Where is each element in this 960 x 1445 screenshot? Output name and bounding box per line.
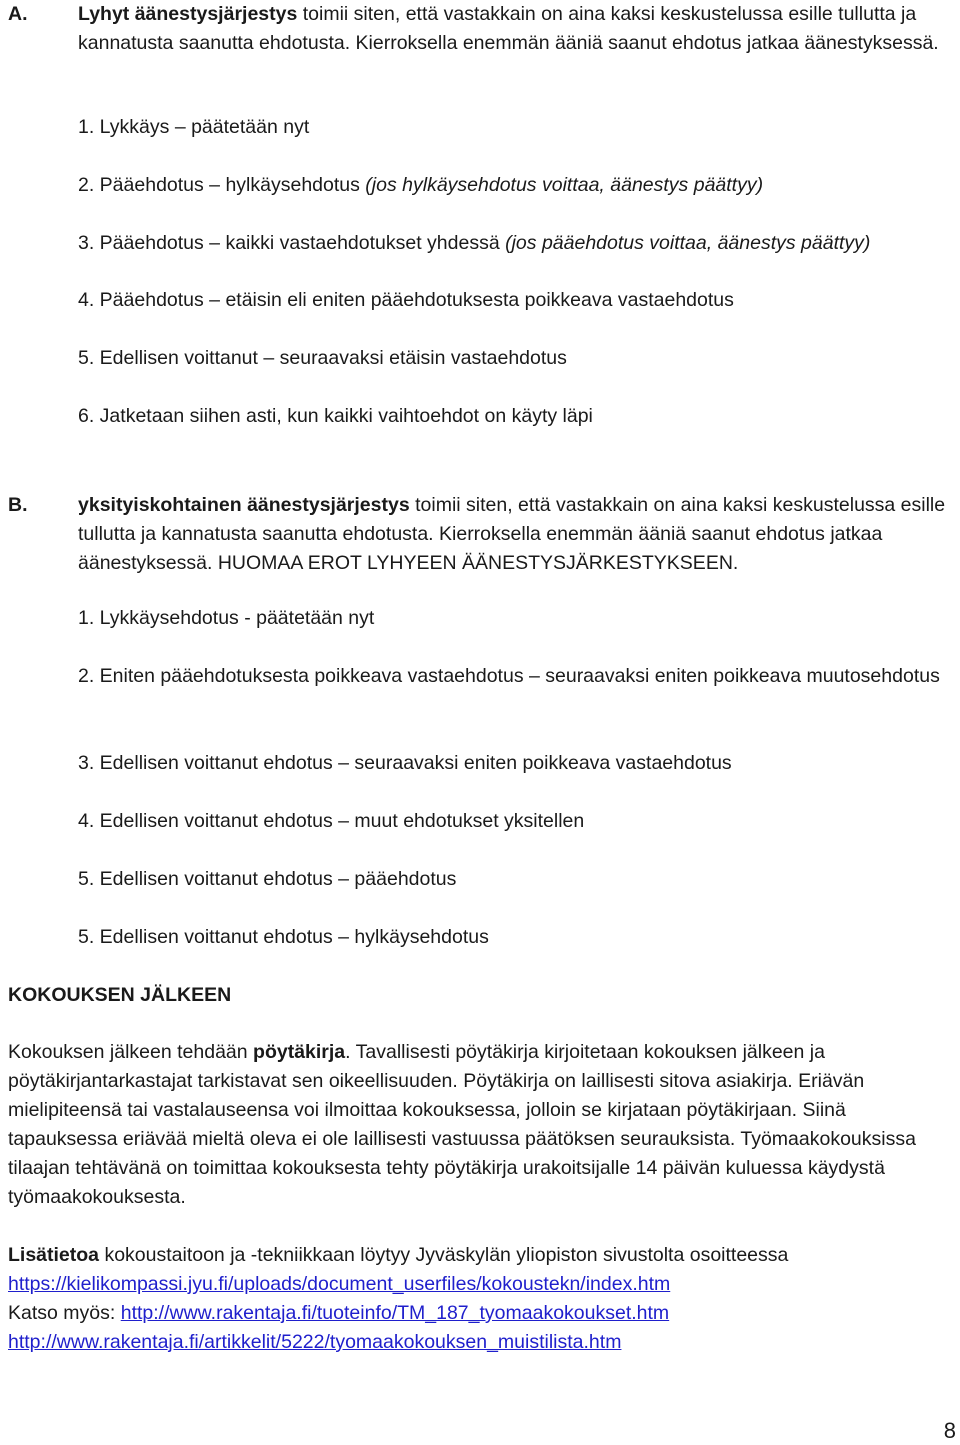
page-number: 8: [943, 1418, 956, 1443]
list-item-a5-text: 5. Edellisen voittanut – seuraavaksi etäisin vastaehdotus: [78, 347, 567, 369]
section-b-term: yksityiskohtainen äänestysjärjestys: [78, 494, 410, 516]
list-item-b4: 4. Edellisen voittanut ehdotus – muut ehdotukset yksitellen: [78, 810, 585, 832]
section-b-text: toimii siten, että vastakkain on aina kaksi keskustelussa esille tullutta ja kannatusta saanutta ehdotusta. Kierroksella enemmän ääniä saanut ehdotus jatkaa äänestyksessä. HUOMAA EROT LYHYEEN ÄÄNESTYSJÄRKESTYKSEEN.: [78, 494, 946, 574]
list-item-a6: [78, 402, 948, 431]
more-info-block: [8, 1241, 952, 1357]
paragraph-rest: . Tavallisesti pöytäkirja kirjoitetaan kokouksen jälkeen ja pöytäkirjantarkastajat tarkistavat sen oikeellisuuden. Pöytäkirja on laillisesti sitova asiakirja. Eriävän mielipiteensä tai vastalauseensa voi ilmoittaa kokouksessa, jolloin se kirjataan pöytäkirjaan. Siinä tapauksessa eriävää mieltä oleva ei ole laillisesti vastuussa päätöksen seurauksista. Työmaakokouksissa tilaajan tehtävänä on toimittaa kokouksesta tehty pöytäkirja urakoitsijalle 14 päivän kuluessa käydystä työmaakokouksesta.: [8, 1041, 916, 1208]
section-a: [8, 0, 948, 58]
section-a-letter: A.: [8, 3, 28, 25]
more-info-line: [8, 1241, 952, 1270]
link-line-3: [8, 1328, 952, 1357]
list-item-a4: [78, 286, 948, 315]
list-item-a5: [78, 344, 948, 373]
link-line-1: [8, 1270, 952, 1299]
section-a-term: Lyhyt äänestysjärjestys: [78, 3, 298, 25]
list-item-a2-note: (jos hylkäysehdotus voittaa, äänestys päättyy): [365, 174, 764, 196]
link-rakentaja-tuoteinfo[interactable]: http://www.rakentaja.fi/tuoteinfo/TM_187_tyomaakokoukset.htm: [120, 1302, 670, 1324]
link-kielikompassi[interactable]: https://kielikompassi.jyu.fi/uploads/document_userfiles/kokoustekn/index.htm: [8, 1273, 671, 1295]
link-line-2: [8, 1299, 952, 1328]
list-item-a1: [78, 113, 948, 142]
section-b-intro: [78, 491, 948, 578]
list-item-b6: 5. Edellisen voittanut ehdotus – hylkäysehdotus: [78, 926, 489, 948]
list-item-a3-text: 3. Pääehdotus – kaikki vastaehdotukset yhdessä: [78, 232, 506, 254]
section-b: [8, 491, 948, 578]
paragraph-bold-term: pöytäkirja: [253, 1041, 346, 1063]
see-also-label: Katso myös:: [8, 1302, 121, 1324]
after-meeting-paragraph: [8, 1038, 952, 1212]
list-item-b2: 2. Eniten pääehdotuksesta poikkeava vastaehdotus – seuraavaksi eniten poikkeava muutosehdotus: [78, 665, 940, 687]
section-a-intro: [78, 0, 948, 58]
list-item-a4-text: 4. Pääehdotus – etäisin eli eniten pääehdotuksesta poikkeava vastaehdotus: [78, 289, 734, 311]
list-item-a2: [78, 171, 948, 200]
list-item-b3: 3. Edellisen voittanut ehdotus – seuraavaksi eniten poikkeava vastaehdotus: [78, 752, 732, 774]
list-item-a3-note: (jos pääehdotus voittaa, äänestys päättyy): [505, 232, 871, 254]
list-item-b1: 1. Lykkäysehdotus - päätetään nyt: [78, 607, 375, 629]
list-item-b5: 5. Edellisen voittanut ehdotus – pääehdotus: [78, 868, 457, 890]
section-b-letter: B.: [8, 494, 28, 516]
list-item-a1-text: 1. Lykkäys – päätetään nyt: [78, 116, 310, 138]
section-a-text: toimii siten, että vastakkain on aina kaksi keskustelussa esille tullutta ja kannatusta saanutta ehdotusta. Kierroksella enemmän ääniä saanut ehdotus jatkaa äänestyksessä.: [78, 3, 939, 54]
list-item-a6-text: 6. Jatketaan siihen asti, kun kaikki vaihtoehdot on käyty läpi: [78, 405, 593, 427]
link-rakentaja-artikkeli[interactable]: http://www.rakentaja.fi/artikkelit/5222/tyomaakokouksen_muistilista.htm: [8, 1331, 622, 1353]
section-heading-after-meeting: KOKOUKSEN JÄLKEEN: [8, 984, 232, 1006]
list-item-a2-text: 2. Pääehdotus – hylkäysehdotus: [78, 174, 366, 196]
list-item-a3: [78, 229, 948, 258]
paragraph-start: Kokouksen jälkeen tehdään: [8, 1041, 254, 1063]
more-info-text: kokoustaitoon ja -tekniikkaan löytyy Jyväskylän yliopiston sivustolta osoitteessa: [99, 1244, 789, 1266]
more-info-label: Lisätietoa: [8, 1244, 100, 1266]
